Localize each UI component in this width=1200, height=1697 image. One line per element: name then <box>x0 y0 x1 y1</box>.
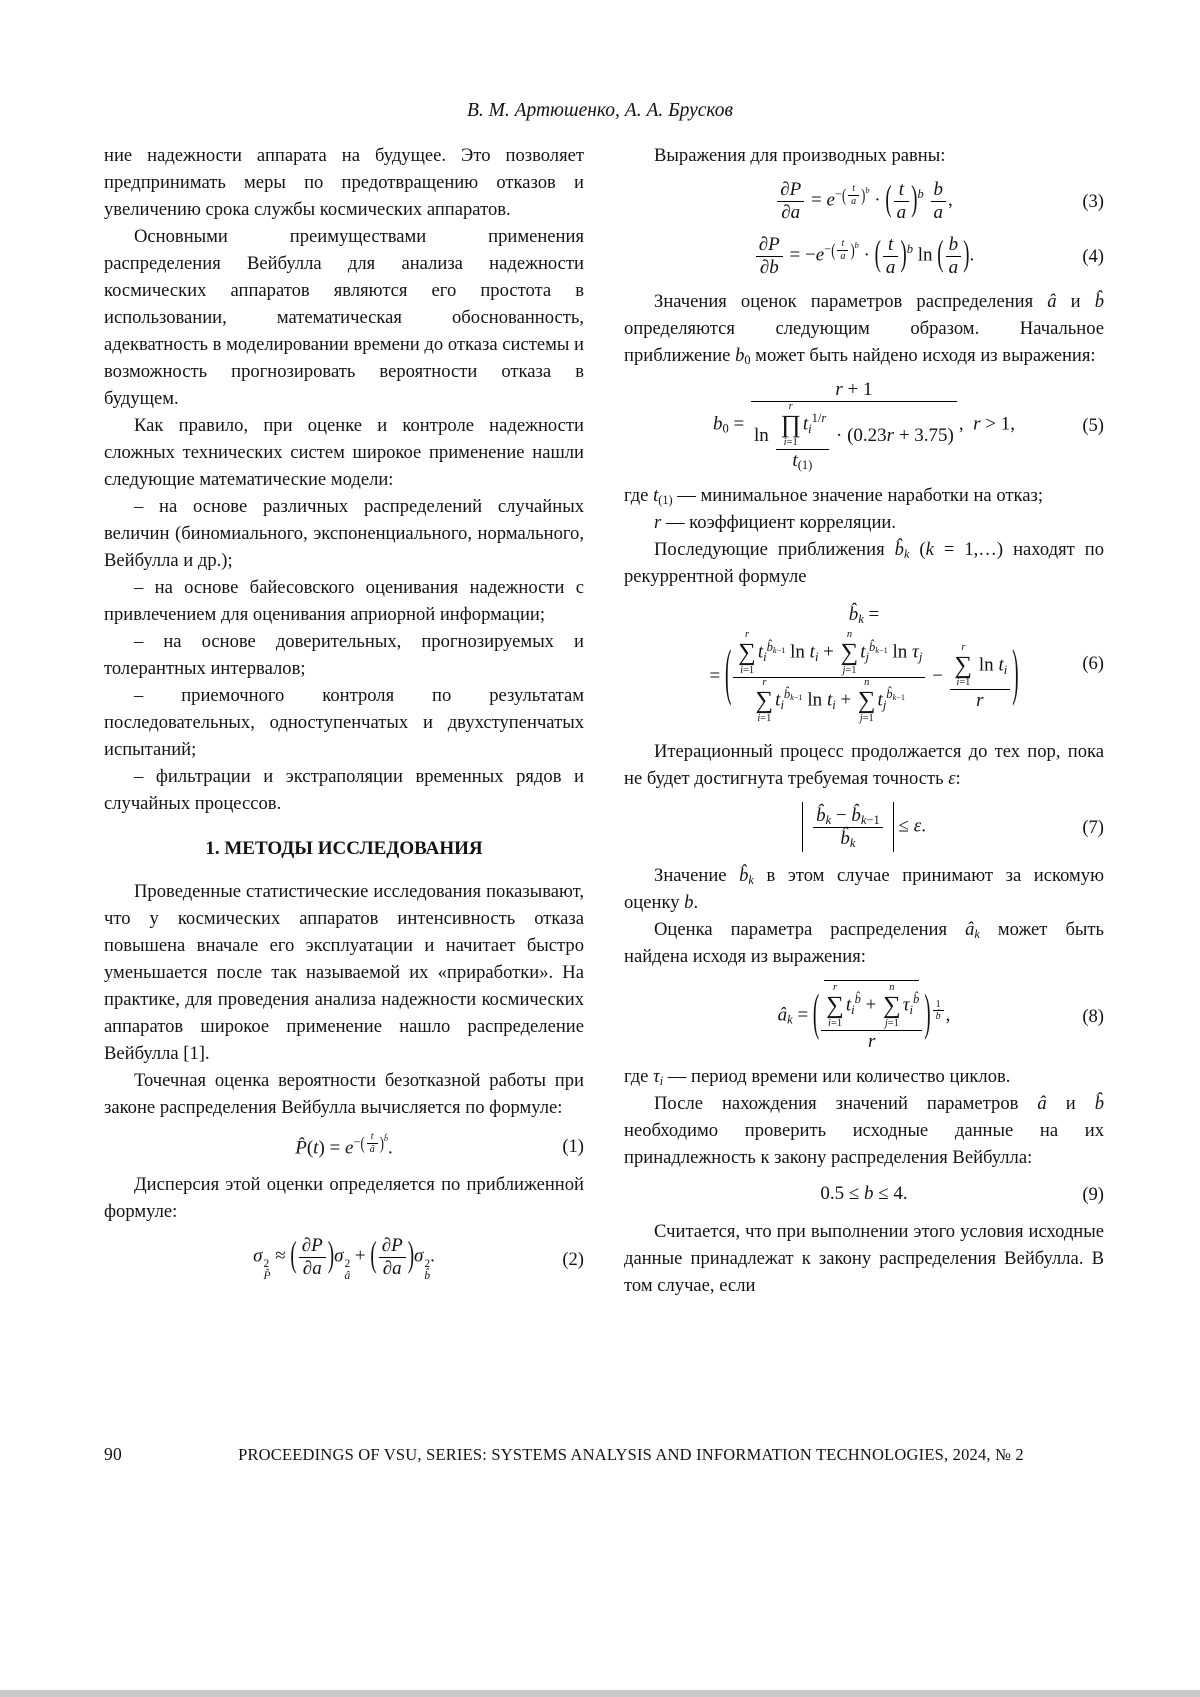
equation-number: (3) <box>1082 190 1104 212</box>
equation <box>104 1131 584 1161</box>
formula: $\frac{\partial P}{\partial b}$ = $-e^{-( \frac{t}{a} )^b}$ · ( $\frac{t}{a}$ )$^b$ ln ( $\frac{b}{a}$ ). <box>666 234 1062 279</box>
journal-title-line: PROCEEDINGS OF VSU, SERIES: SYSTEMS ANALYSIS AND INFORMATION TECHNOLOGIES, 2024, № 2 <box>238 1445 1024 1464</box>
paragraph: Проведенные статистические исследования показывают, что у космических аппаратов интенсивность отказа повышена вначале его эксплуатации и начитает быстро уменьшается после так называемой их «приработки». На практике, для проведения анализа надежности космических аппаратов широкое применение нашло распределение Вейбулла [1]. <box>104 881 584 1064</box>
equation <box>624 980 1104 1052</box>
equation-number: (5) <box>1082 415 1104 437</box>
formula: 0.5 ≤ b ≤ 4. <box>820 1183 908 1204</box>
formula: $â_k$ = ( r ∑ i=1 $t_i^{b̂}$ + n ∑ j=1 $\tau_i^{b̂}$ r ) $^{\frac{1}{b̂}}$ , <box>777 982 951 1052</box>
paragraph: Точечная оценка вероятности безотказной работы при законе распределения Вейбулла вычисляется по формуле: <box>104 1070 584 1118</box>
equation <box>624 379 1104 471</box>
paragraph: ние надежности аппарата на будущее. Это позволяет предпринимать меры по предотвращению отказов и увеличению срока службы космических аппаратов. <box>104 145 584 220</box>
paragraph: Оценка параметра распределения $â_k$ может быть найдена исходя из выражения: <box>624 919 1105 968</box>
paragraph: где $t_{(1)}$ — минимальное значение наработки на отказ; <box>624 484 1044 507</box>
formula: σ 2 P̂ ≈ ( $\frac{\partial P}{\partial a}$ )σ 2 â + ( $\frac{\partial P}{\partial a}$ )σ 2 b̂ . <box>253 1235 435 1283</box>
equation-number: (4) <box>1082 245 1104 267</box>
equation <box>624 179 1104 224</box>
right-column <box>624 142 1104 1299</box>
formula: $\frac{\partial P}{\partial a}$ = $e^{-( \frac{t}{a} )^b}$ · ( $\frac{t}{a}$ )$^b$ $\frac{b}{a}$ , <box>666 179 1062 224</box>
authors-line: В. М. Артюшенко, А. А. Брусков <box>466 100 734 121</box>
formula: $b_0$ = r + 1 ln r ∏ i=1 $t_i^{1/r}$ $t_{(1)}$ · (0.23r + 3.75) , r > 1, <box>713 379 1015 472</box>
paragraph: Итерационный процесс продолжается до тех пор, пока не будет достигнута требуемая точность ε: <box>624 740 1104 789</box>
scan-edge-strip <box>0 1690 1200 1697</box>
equation <box>624 234 1104 279</box>
paragraph: Основными преимуществами применения распределения Вейбулла для анализа надежности космических аппаратов являются его простота в использовании, математическая обоснованность, адекватность в моделировании времени до отказа системы и возможность прогнозировать вероятности отказа в будущем. <box>104 226 584 409</box>
paragraph: Считается, что при выполнении этого условия исходные данные принадлежат к закону распределения Вейбулла. В том случае, если <box>624 1220 1104 1296</box>
page-footer <box>104 1444 1104 1465</box>
formula: $\frac{b̂_k - b̂_{k-1}}{b̂_k}$ ≤ ε. <box>666 802 1062 853</box>
two-column-body <box>104 142 1104 1299</box>
paragraph: – на основе байесовского оценивания надежности с привлечением для оценивания априорной информации; <box>104 577 584 625</box>
paragraph: – на основе доверительных, прогнозируемых и толерантных интервалов; <box>104 631 584 679</box>
paragraph: – на основе различных распределений случайных величин (биномиального, экспоненциального, нормального, Вейбулла и др.); <box>104 496 584 571</box>
equation-number: (8) <box>1082 1006 1104 1028</box>
page-number: 90 <box>104 1444 122 1464</box>
formula: $b̂_k$ = = ( r ∑ i=1 $t_i^{b̂_{k-1}}$ $\ln t_i$ + n ∑ j=1 $t_j^{b̂_{k-1}}$ $\ln \tau_j$ r ∑ i=1 $t_i^{b̂_{k-1}}$ $\ln t_i$ + n ∑ j=1 $t_j^{b̂_{k-1}}$ − r ∑ i=1 $\ln t_i$ r ) <box>709 603 1019 724</box>
paragraph: r — коэффициент корреляции. <box>654 511 897 533</box>
left-column <box>104 142 584 1299</box>
equation-number: (7) <box>1082 816 1104 838</box>
equation <box>624 600 1104 728</box>
equation <box>624 802 1104 853</box>
section-heading: 1. МЕТОДЫ ИССЛЕДОВАНИЯ <box>205 838 483 859</box>
paragraph: После нахождения значений параметров â и b̂ необходимо проверить исходные данные на их принадлежность к закону распределения Вейбулла: <box>624 1092 1104 1168</box>
equation <box>624 1181 1104 1208</box>
equation <box>104 1235 584 1283</box>
paragraph: Последующие приближения $b̂_k$ (k = 1,…) находят по рекуррентной формуле <box>624 538 1105 587</box>
paragraph: – фильтрации и экстраполяции временных рядов и случайных процессов. <box>104 766 584 814</box>
equation-number: (6) <box>1082 653 1104 675</box>
paragraph: где $\tau_i$ — период времени или количество циклов. <box>624 1065 1011 1088</box>
paragraph: – приемочного контроля по результатам последовательных, одноступенчатых и двухступенчатых испытаний; <box>104 685 584 760</box>
equation-number: (2) <box>562 1248 584 1270</box>
paragraph: Значение $b̂_k$ в этом случае принимают за искомую оценку b. <box>624 865 1104 914</box>
paragraph: Дисперсия этой оценки определяется по приближенной формуле: <box>104 1174 584 1223</box>
equation-number: (1) <box>562 1135 584 1157</box>
equation-number: (9) <box>1082 1183 1104 1205</box>
formula: P̂(t) = $e^{-( \frac{t}{â} )^{b̂}}$. <box>295 1131 393 1159</box>
paragraph: Выражения для производных равны: <box>654 145 946 166</box>
paragraph: Как правило, при оценке и контроле надежности сложных технических систем широкое применение нашли следующие математические модели: <box>104 415 584 490</box>
paragraph: Значения оценок параметров распределения â и b̂ определяются следующим образом. Начальное приближение $b_0$ может быть найдено исходя из выражения: <box>624 291 1105 368</box>
